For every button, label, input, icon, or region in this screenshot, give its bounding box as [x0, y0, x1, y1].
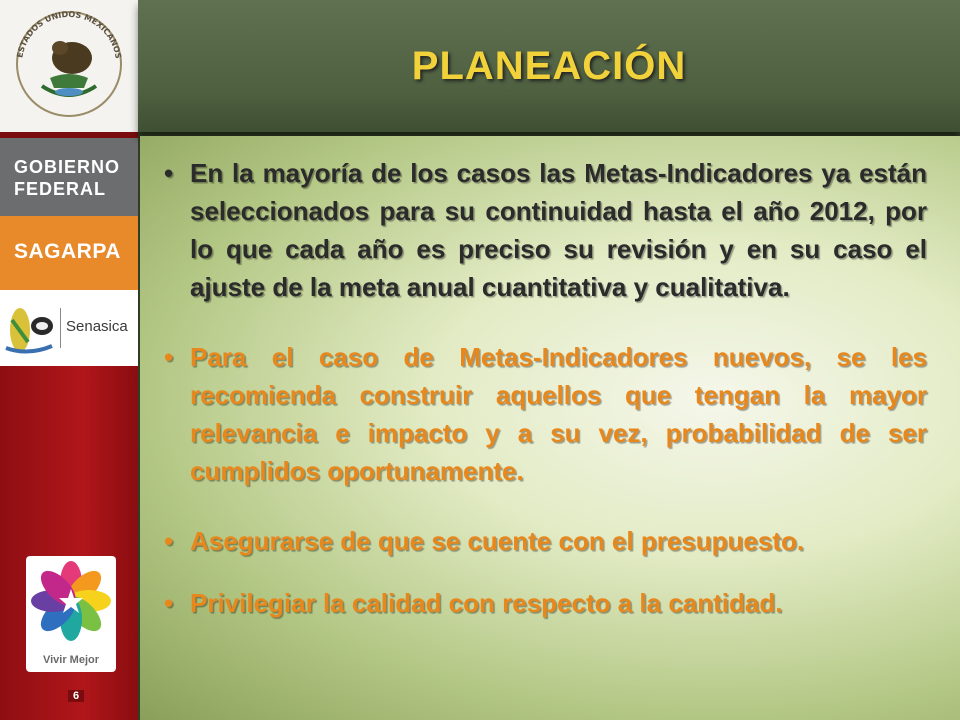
page-number: 6: [68, 690, 84, 702]
sagarpa-logo: [0, 216, 138, 290]
bullet-marker: •: [164, 588, 174, 618]
coat-of-arms-logo: [0, 0, 138, 132]
bullet-item: [164, 154, 927, 306]
sagarpa-label: SAGARPA: [14, 240, 121, 263]
slide-title: PLANEACIÓN: [411, 44, 687, 88]
sidebar: [0, 0, 138, 720]
title-bar: [138, 0, 960, 132]
bullet-spacer: [164, 306, 927, 338]
vivir-mejor-flower-icon: [26, 556, 116, 646]
bullet-item: [164, 522, 927, 560]
bullet-spacer: [164, 490, 927, 522]
bullet-text: Para el caso de Metas-Indicadores nuevos, se les recomienda construir aquellos que tengan la mayor relevancia e impacto y a su vez, probabilidad de ser cumplidos oportunamente.: [190, 342, 927, 486]
bullet-text: Asegurarse de que se cuente con el presupuesto.: [190, 526, 805, 556]
senasica-label: Senasica: [66, 318, 128, 335]
content-panel: [140, 136, 960, 720]
bullet-item: [164, 584, 927, 622]
vivir-mejor-label: Vivir Mejor: [42, 654, 100, 666]
bullet-marker: •: [164, 342, 174, 372]
bullet-text: En la mayoría de los casos las Metas-Indicadores ya están seleccionados para su continuidad hasta el año 2012, por lo que cada año es preciso su revisión y en su caso el ajuste de la meta anual cuantitativa y cualitativa.: [190, 158, 927, 302]
federal-label: FEDERAL: [14, 179, 106, 199]
senasica-logo: [0, 290, 138, 366]
bullet-marker: •: [164, 526, 174, 556]
bullet-item: [164, 338, 927, 490]
bullet-text: Privilegiar la calidad con respecto a la cantidad.: [190, 588, 783, 618]
bullet-list: [164, 154, 927, 622]
eagle-seal-icon: [0, 0, 138, 132]
bullet-spacer: [164, 560, 927, 584]
senasica-divider: [60, 308, 61, 348]
gobierno-federal-logo: [0, 138, 138, 216]
gobierno-label: GOBIERNO: [14, 157, 121, 177]
senasica-emblem-icon: [0, 290, 58, 366]
svg-text:ESTADOS UNIDOS MEXICANOS: ESTADOS UNIDOS MEXICANOS: [15, 9, 123, 60]
vivir-mejor-logo: [26, 556, 116, 672]
bullet-marker: •: [164, 158, 174, 188]
